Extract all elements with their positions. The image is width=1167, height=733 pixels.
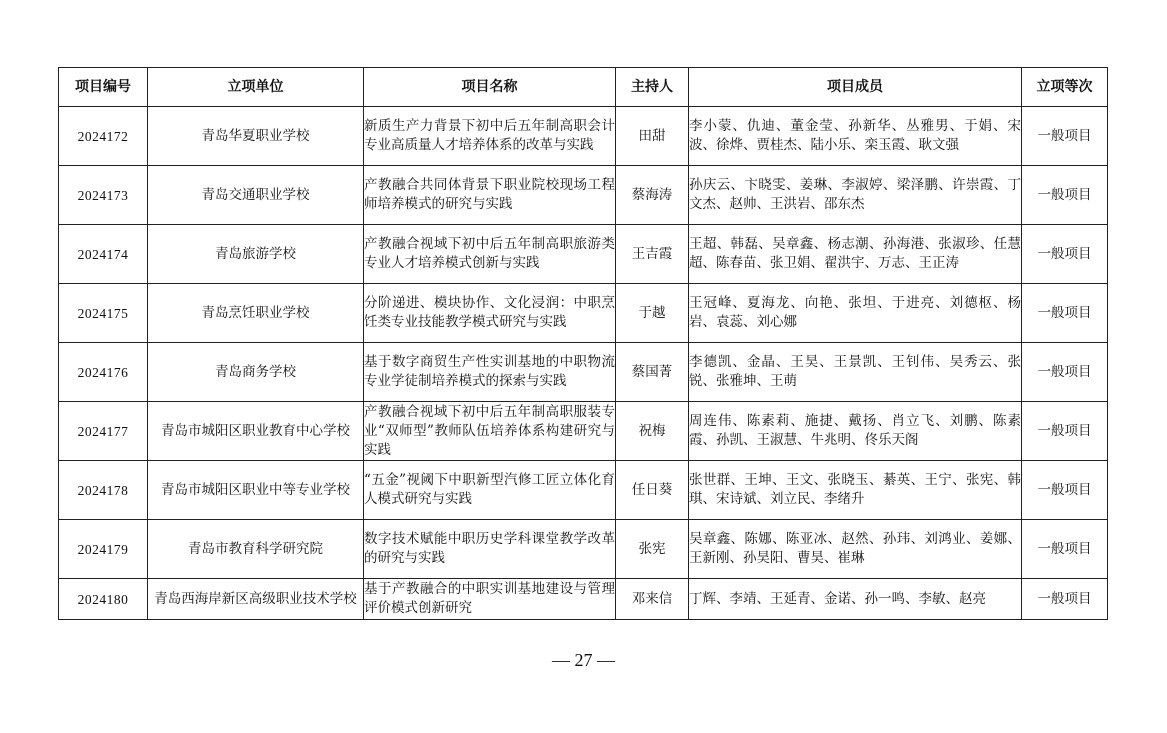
table-row <box>59 579 1108 620</box>
unit: 青岛交通职业学校 <box>148 166 364 225</box>
unit: 青岛西海岸新区高级职业技术学校 <box>148 579 364 620</box>
project-id: 2024176 <box>59 343 148 402</box>
members: 丁辉、李靖、王延青、金诺、孙一鸣、李敏、赵亮 <box>689 579 1022 620</box>
members: 李小蒙、仇迪、董金莹、孙新华、丛雅男、于娟、宋波、徐烨、贾桂杰、陆小乐、栾玉霞、耿文强 <box>689 107 1022 166</box>
members: 张世群、王坤、王文、张晓玉、綦英、王宁、张宪、韩琪、宋诗斌、刘立民、李绪升 <box>689 461 1022 520</box>
project-id: 2024173 <box>59 166 148 225</box>
unit: 青岛商务学校 <box>148 343 364 402</box>
table-row <box>59 520 1108 579</box>
unit: 青岛市城阳区职业中等专业学校 <box>148 461 364 520</box>
host: 任日葵 <box>616 461 689 520</box>
table-row <box>59 461 1108 520</box>
host: 蔡国菁 <box>616 343 689 402</box>
project-name: 新质生产力背景下初中后五年制高职会计专业高质量人才培养体系的改革与实践 <box>364 107 616 166</box>
host: 张宪 <box>616 520 689 579</box>
members: 李德凯、金晶、王昊、王景凯、王钊伟、吴秀云、张锐、张雅坤、王萌 <box>689 343 1022 402</box>
host: 祝梅 <box>616 402 689 461</box>
project-id: 2024180 <box>59 579 148 620</box>
header-project-id: 项目编号 <box>59 68 148 107</box>
members: 王冠峰、夏海龙、向艳、张坦、于进亮、刘德枢、杨岩、袁蕊、刘心娜 <box>689 284 1022 343</box>
project-table <box>58 67 1108 620</box>
page-number: — 27 — <box>552 650 615 670</box>
level: 一般项目 <box>1022 284 1108 343</box>
project-name: 数字技术赋能中职历史学科课堂教学改革的研究与实践 <box>364 520 616 579</box>
project-name: 基于数字商贸生产性实训基地的中职物流专业学徒制培养模式的探索与实践 <box>364 343 616 402</box>
table-row <box>59 343 1108 402</box>
level: 一般项目 <box>1022 166 1108 225</box>
level: 一般项目 <box>1022 225 1108 284</box>
project-id: 2024178 <box>59 461 148 520</box>
table-row <box>59 225 1108 284</box>
unit: 青岛华夏职业学校 <box>148 107 364 166</box>
members: 王超、韩磊、吴章鑫、杨志潮、孙海港、张淑珍、任慧超、陈春苗、张卫娟、翟洪宇、万志、王正涛 <box>689 225 1022 284</box>
level: 一般项目 <box>1022 520 1108 579</box>
project-name: 产教融合共同体背景下职业院校现场工程师培养模式的研究与实践 <box>364 166 616 225</box>
project-id: 2024179 <box>59 520 148 579</box>
project-id: 2024177 <box>59 402 148 461</box>
table-row <box>59 166 1108 225</box>
host: 田甜 <box>616 107 689 166</box>
level: 一般项目 <box>1022 343 1108 402</box>
unit: 青岛旅游学校 <box>148 225 364 284</box>
level: 一般项目 <box>1022 461 1108 520</box>
members: 周连伟、陈素莉、施捷、戴扬、肖立飞、刘鹏、陈素霞、孙凯、王淑慧、牛兆明、佟乐天阁 <box>689 402 1022 461</box>
unit: 青岛市城阳区职业教育中心学校 <box>148 402 364 461</box>
project-id: 2024175 <box>59 284 148 343</box>
header-members: 项目成员 <box>689 68 1022 107</box>
header-unit: 立项单位 <box>148 68 364 107</box>
project-name: “五金”视阈下中职新型汽修工匠立体化育人模式研究与实践 <box>364 461 616 520</box>
level: 一般项目 <box>1022 107 1108 166</box>
table-row <box>59 107 1108 166</box>
project-name: 基于产教融合的中职实训基地建设与管理评价模式创新研究 <box>364 579 616 620</box>
host: 于越 <box>616 284 689 343</box>
table-header-row <box>59 68 1108 107</box>
table-row <box>59 402 1108 461</box>
members: 孙庆云、卞晓雯、姜琳、李淑婷、梁泽鹏、许崇霞、丁文杰、赵帅、王洪岩、邵东杰 <box>689 166 1022 225</box>
project-name: 产教融合视域下初中后五年制高职服装专业“双师型”教师队伍培养体系构建研究与实践 <box>364 402 616 461</box>
members: 吴章鑫、陈娜、陈亚冰、赵然、孙玮、刘鸿业、姜娜、王新刚、孙昊阳、曹昊、崔琳 <box>689 520 1022 579</box>
unit: 青岛市教育科学研究院 <box>148 520 364 579</box>
project-id: 2024172 <box>59 107 148 166</box>
project-name: 产教融合视域下初中后五年制高职旅游类专业人才培养模式创新与实践 <box>364 225 616 284</box>
header-level: 立项等次 <box>1022 68 1108 107</box>
level: 一般项目 <box>1022 402 1108 461</box>
header-project-name: 项目名称 <box>364 68 616 107</box>
header-host: 主持人 <box>616 68 689 107</box>
host: 邓来信 <box>616 579 689 620</box>
host: 王吉霞 <box>616 225 689 284</box>
level: 一般项目 <box>1022 579 1108 620</box>
project-id: 2024174 <box>59 225 148 284</box>
host: 蔡海涛 <box>616 166 689 225</box>
table-row <box>59 284 1108 343</box>
project-name: 分阶递进、模块协作、文化浸润：中职烹饪类专业技能教学模式研究与实践 <box>364 284 616 343</box>
unit: 青岛烹饪职业学校 <box>148 284 364 343</box>
